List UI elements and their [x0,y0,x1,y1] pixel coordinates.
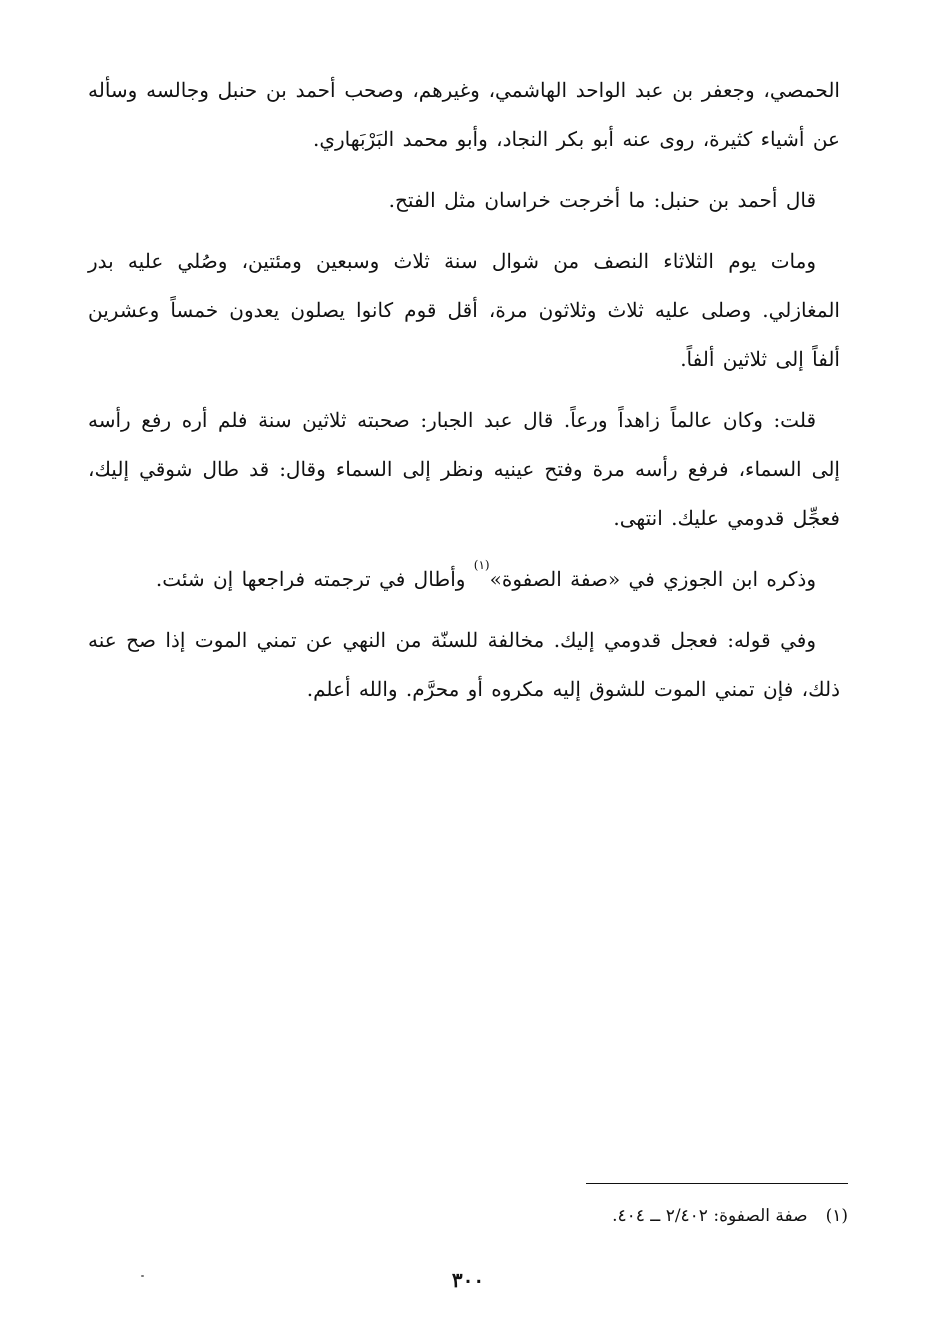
footnote-number: (١) [825,1206,848,1226]
page-number: ٣٠٠ [451,1268,485,1292]
paragraph-6 [88,616,840,714]
main-text [88,66,840,726]
paragraph-5-before: وذكره ابن الجوزي في «صفة الصفوة» [489,567,816,591]
paragraph-2-text: قال أحمد بن حنبل: ما أخرجت خراسان مثل الفتح. [388,188,816,212]
footnote-divider [586,1183,848,1184]
paragraph-3-text: ومات يوم الثلاثاء النصف من شوال سنة ثلاث وسبعين ومئتين، وصُلي عليه بدر المغازلي. وصلى عليه ثلاث وثلاثون مرة، أقل قوم كانوا يصلون يعدون خمساً وعشرين ألفاً إلى ثلاثين ألفاً. [88,249,840,371]
footnote [612,1202,848,1230]
paragraph-4 [88,396,840,543]
scan-speck [141,1275,144,1277]
footnote-text: صفة الصفوة: ٢/٤٠٢ ــ ٤٠٤. [612,1206,808,1226]
paragraph-3 [88,237,840,384]
paragraph-5-after: وأطال في ترجمته فراجعها إن شئت. [155,567,474,591]
paragraph-6-text: وفي قوله: فعجل قدومي إليك. مخالفة للسنّة من النهي عن تمني الموت إذا صح عنه ذلك، فإن تمني الموت للشوق إليه مكروه أو محرَّم. والله أعلم. [88,628,840,701]
paragraph-4-text: قلت: وكان عالماً زاهداً ورعاً. قال عبد الجبار: صحبته ثلاثين سنة فلم أره رفع رأسه إلى السماء، فرفع رأسه مرة وفتح عينيه ونظر إلى السماء وقال: قد طال شوقي إليك، فعجِّل قدومي عليك. انتهى. [88,408,840,530]
paragraph-2 [88,176,840,225]
paragraph-1: الحمصي، وجعفر بن عبد الواحد الهاشمي، وغيرهم، وصحب أحمد بن حنبل وجالسه وسأله عن أشياء كثيرة، روى عنه أبو بكر النجاد، وأبو محمد البَرْبَهاري. [88,78,840,151]
paragraph-5 [88,555,840,604]
footnote-reference[interactable]: (١) [473,558,490,572]
